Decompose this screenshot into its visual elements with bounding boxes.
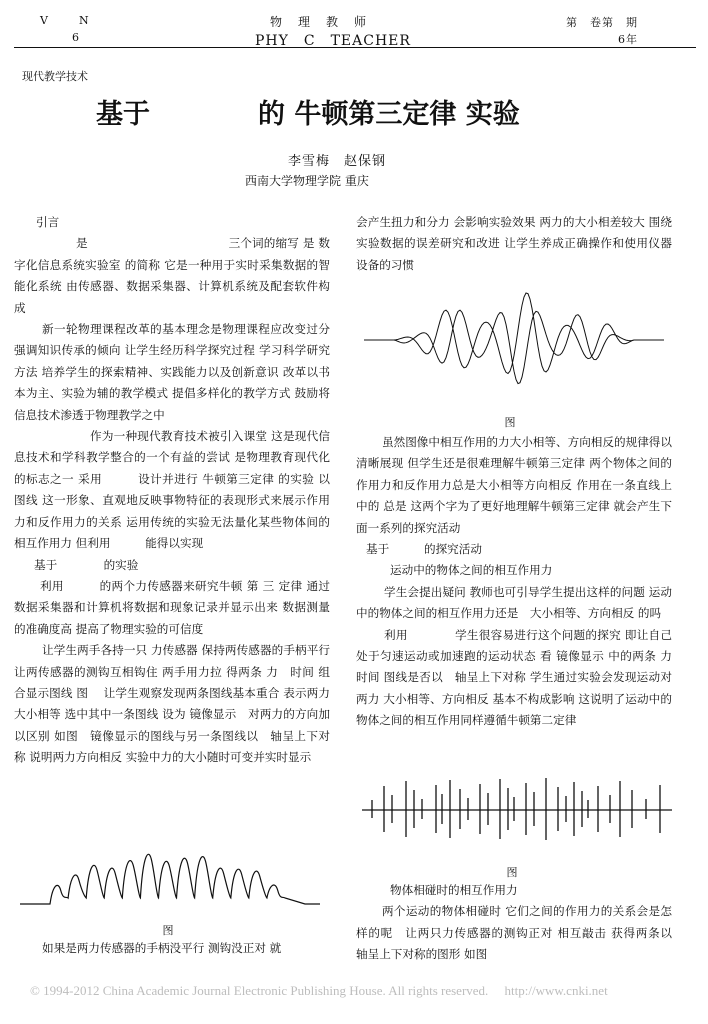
copyright-footer: © 1994-2012 China Academic Journal Electronic Publishing House. All rights reserved. http://www.cnki.net: [30, 983, 608, 998]
subsection-heading: 物体相碰时的相互作用力: [390, 883, 518, 897]
affiliation: 西南大学物理学院 重庆: [245, 174, 369, 188]
left-column: [14, 212, 330, 769]
authors: 李雪梅 赵保钢: [288, 154, 387, 169]
subsection-heading: 运动中的物体之间的相互作用力: [390, 563, 553, 578]
figure-1-caption: 图: [162, 924, 174, 937]
section-intro-heading: 引言: [36, 215, 60, 229]
journal-number: 6: [72, 31, 80, 44]
paragraph: 虽然图像中相互作用的力大小相等、方向相反的规律得以清晰展现 但学生还是很难理解牛顿第三定律 两个物体之间的作用力和反作用力总是大小相等方向相反 作用在一条直线上 中的 总是 这两个字为了更好地理解牛顿第三定律 就会产生下面一系列的探究活动: [356, 435, 684, 535]
figure-1-force-time-graph: [20, 846, 320, 908]
paragraph: 利用 的两个力传感器来研究牛顿 第 三 定律 通过数据采集器和计算机将数据和现象记录并显示出来 数据测量的准确度高 提高了物理实验的可信度: [14, 578, 330, 636]
figure-2-mirrored-force-graph: [364, 278, 664, 396]
section-label: 现代教学技术: [22, 70, 88, 83]
subsection-heading: 基于 的实验: [34, 557, 139, 572]
header-rule: [14, 47, 696, 48]
journal-volume-label: [40, 14, 90, 27]
right-column-top: [356, 212, 672, 276]
issue-year: 6年: [618, 33, 638, 46]
journal-title-en: PHY C TEACHER: [255, 33, 411, 49]
number-letter: N: [78, 14, 90, 27]
volume-letter: V: [40, 14, 49, 27]
paragraph: 是 三个词的缩写 是 数字化信息系统实验室 的简称 它是一种用于实时采集数据的智能化系统 由传感器、数据采集器、计算机系统及配套软件构成: [14, 236, 330, 315]
journal-title-cn: 物 理 教 师: [270, 15, 369, 29]
right-column-bottom: [356, 880, 684, 966]
paragraph: 让学生两手各持一只 力传感器 保持两传感器的手柄平行 让两传感器的测钩互相钩住 两手用力拉 得两条 力 时间 组合显示图线 图 让学生观察发现两条图线基本重合 表示两力大小相等 选中其中一条图线 设为 镜像显示 对两力的方向加以区别 如图 镜像显示的图线与另一条图线以 轴呈上下对称 说明两力方向相反 实验中力的大小随时可变并实时显示: [14, 643, 330, 765]
subsection-heading: 基于 的探究活动: [366, 542, 482, 557]
figure-2-caption: 图: [504, 416, 516, 429]
paragraph: 如果是两力传感器的手柄没平行 测钩没正对 就: [42, 941, 282, 955]
paragraph: 学生会提出疑问 教师也可引导学生提出这样的问题 运动中的物体之间的相互作用力还是 大小相等、方向相反 的吗: [356, 584, 672, 621]
paragraph: 作为一种现代教育技术被引入课堂 这是现代信息技术和学科教学整合的一个有益的尝试 是物理教育现代化的标志之一 采用 设计并进行 牛顿第三定律 的实验 以 图线 这一形象、直观地反映事物特征的表现形式来展示作用力和反作用力的关系 运用传统的实验无法量化某些物体间的相互作用力 但利用 能得以实现: [14, 429, 330, 551]
right-column-middle: [356, 432, 684, 732]
left-column-continuation: [14, 938, 330, 959]
paragraph: 利用 学生很容易进行这个问题的探究 即让自己处于匀速运动或加速跑的运动状态 看 镜像显示 中的两条 力 时间 图线是否以 轴呈上下对称 学生通过实验会发现运动对两力 大小相等、方向相反 基本不构成影响 这说明了运动中的物体之间的相互作用同样遵循牛顿第二定律: [356, 627, 684, 728]
paragraph: 两个运动的物体相碰时 它们之间的作用力的关系会是怎样的呢 让两只力传感器的测钩正对 相互敲击 获得两条以 轴呈上下对称的图形 如图: [356, 904, 684, 962]
issue-info: 第 卷第 期: [566, 16, 638, 29]
figure-3-caption: 图: [506, 866, 518, 879]
paragraph: 新一轮物理课程改革的基本理念是物理课程应改变过分强调知识传承的倾向 让学生经历科学探究过程 学习科学研究方法 培养学生的探索精神、实践能力以及创新意识 改革以书本为主、实验为辅的教学模式 提倡多样化的教学方式 鼓励将信息技术渗透于物理教学之中: [14, 322, 330, 422]
page-title: 基于 的 牛顿第三定律 实验: [96, 99, 520, 130]
paragraph: 会产生扭力和分力 会影响实验效果 两力的大小相差较大 围绕实验数据的误差研究和改进 让学生养成正确操作和使用仪器设备的习惯: [356, 215, 672, 272]
figure-3-collision-spikes: [362, 776, 672, 844]
